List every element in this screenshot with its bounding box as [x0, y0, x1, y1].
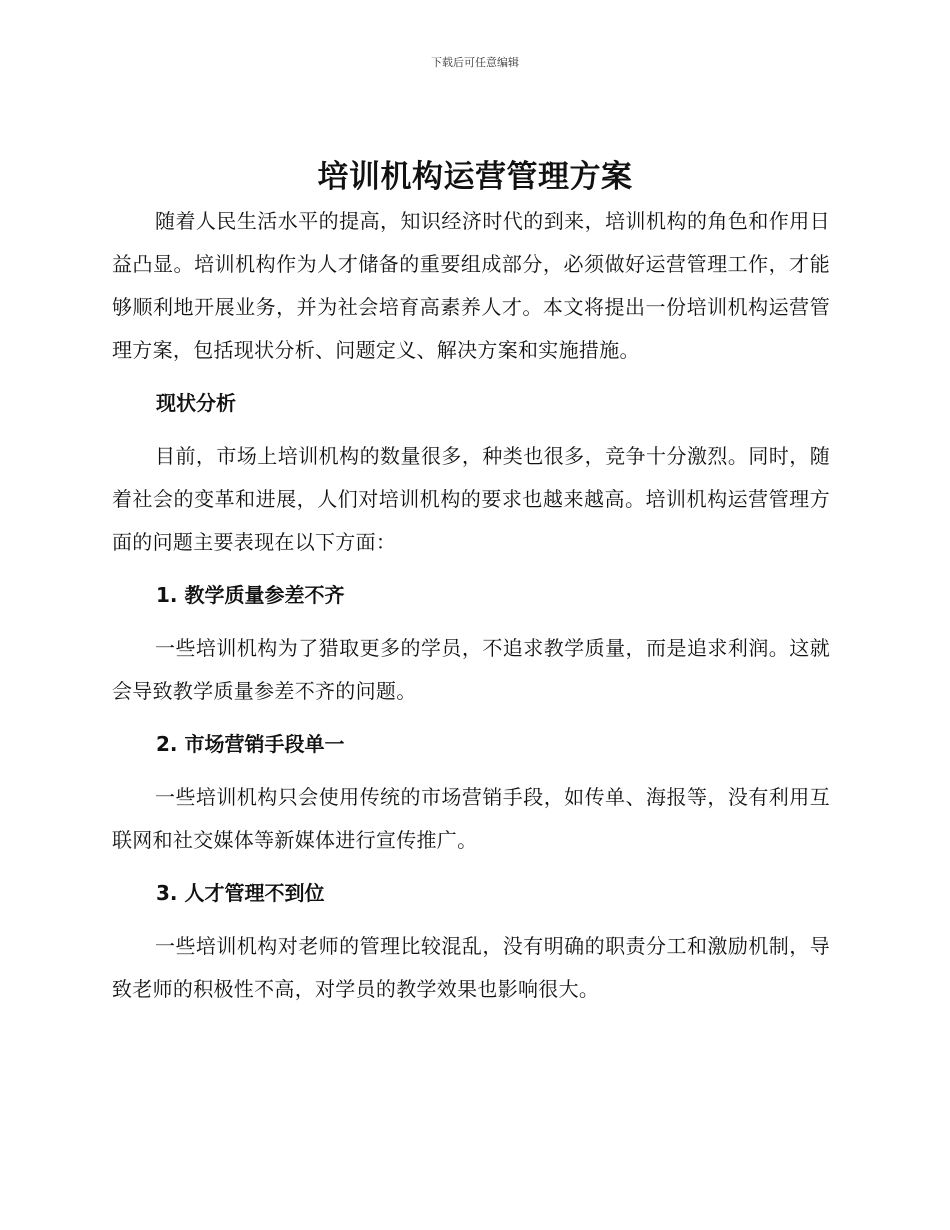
section-heading-marketing: 2. 市场营销手段单一 — [156, 732, 345, 756]
section-heading-teaching-quality: 1. 教学质量参差不齐 — [156, 583, 345, 607]
section-body-teaching-quality: 一些培训机构为了猎取更多的学员，不追求教学质量，而是追求利润。这就会导致教学质量参差不齐的问题。 — [112, 636, 830, 703]
section-body-marketing: 一些培训机构只会使用传统的市场营销手段，如传单、海报等，没有利用互联网和社交媒体等新媒体进行宣传推广。 — [112, 785, 830, 852]
document-body — [112, 200, 830, 1011]
section-heading-status-analysis: 现状分析 — [156, 391, 236, 415]
section-body-status-analysis: 目前，市场上培训机构的数量很多，种类也很多，竞争十分激烈。同时，随着社会的变革和进展，人们对培训机构的要求也越来越高。培训机构运营管理方面的问题主要表现在以下方面： — [112, 444, 830, 554]
document-title: 培训机构运营管理方案 — [317, 159, 633, 195]
page-header-note: 下载后可任意编辑 — [431, 56, 519, 69]
section-body-talent-management: 一些培训机构对老师的管理比较混乱，没有明确的职责分工和激励机制，导致老师的积极性不高，对学员的教学效果也影响很大。 — [112, 934, 830, 1001]
section-heading-talent-management: 3. 人才管理不到位 — [156, 881, 325, 905]
intro-paragraph: 随着人民生活水平的提高，知识经济时代的到来，培训机构的角色和作用日益凸显。培训机构作为人才储备的重要组成部分，必须做好运营管理工作，才能够顺利地开展业务，并为社会培育高素养人才。本文将提出一份培训机构运营管理方案，包括现状分析、问题定义、解决方案和实施措施。 — [112, 209, 830, 362]
